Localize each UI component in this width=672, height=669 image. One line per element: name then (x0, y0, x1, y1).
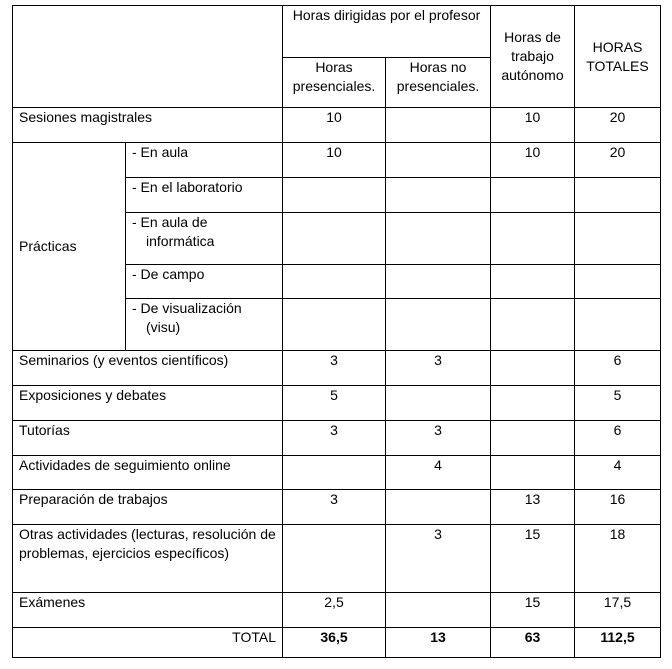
cell-total: 18 (575, 525, 661, 593)
cell-no-presencial: 3 (386, 351, 491, 386)
cell-presencial: 3 (283, 421, 386, 456)
header-autonomous-hours: Horas de trabajo autónomo (491, 6, 575, 108)
cell-total: 4 (575, 456, 661, 490)
cell-no-presencial (386, 143, 491, 178)
row-label-informatica-line2: informática (146, 233, 215, 249)
cell-no-presencial (386, 108, 491, 143)
cell-total: 6 (575, 351, 661, 386)
row-label-seguimiento: Actividades de seguimiento online (13, 456, 283, 490)
row-label-informatica-line1: - En aula de (132, 214, 208, 230)
row-label-informatica (126, 213, 283, 265)
cell-total: 20 (575, 143, 661, 178)
cell-autonomo: 13 (491, 490, 575, 525)
total-total: 112,5 (575, 628, 661, 658)
cell-autonomo (491, 265, 575, 299)
row-label-visualizacion-line1: - De visualización (132, 300, 242, 316)
cell-presencial (283, 525, 386, 593)
row-label-aula: - En aula (126, 143, 283, 178)
cell-no-presencial (386, 593, 491, 628)
cell-no-presencial: 3 (386, 525, 491, 593)
table-row (13, 593, 661, 628)
row-label-seminarios: Seminarios (y eventos científicos) (13, 351, 283, 386)
cell-autonomo: 15 (491, 593, 575, 628)
cell-autonomo (491, 456, 575, 490)
cell-autonomo (491, 421, 575, 456)
cell-total: 20 (575, 108, 661, 143)
header-total-hours: HORAS TOTALES (575, 6, 661, 108)
cell-presencial: 2,5 (283, 593, 386, 628)
cell-no-presencial (386, 386, 491, 421)
table-row (13, 421, 661, 456)
cell-autonomo (491, 299, 575, 351)
cell-no-presencial: 3 (386, 421, 491, 456)
cell-presencial: 3 (283, 490, 386, 525)
header-in-person-hours: Horas presenciales. (283, 58, 386, 108)
row-label-otras: Otras actividades (lecturas, resolución de problemas, ejercicios específicos) (13, 525, 283, 593)
cell-total: 5 (575, 386, 661, 421)
cell-autonomo (491, 386, 575, 421)
table-row (13, 490, 661, 525)
table-row (13, 456, 661, 490)
header-empty-cell (13, 6, 283, 108)
cell-no-presencial: 4 (386, 456, 491, 490)
row-label-practicas: Prácticas (13, 143, 126, 351)
row-label-laboratorio: - En el laboratorio (126, 178, 283, 213)
header-remote-hours: Horas no presenciales. (386, 58, 491, 108)
total-row (13, 628, 661, 658)
cell-autonomo (491, 213, 575, 265)
cell-presencial: 3 (283, 351, 386, 386)
table-row (13, 386, 661, 421)
cell-autonomo (491, 351, 575, 386)
row-label-tutorias: Tutorías (13, 421, 283, 456)
cell-presencial (283, 178, 386, 213)
cell-total (575, 299, 661, 351)
header-directed-hours: Horas dirigidas por el profesor (283, 6, 491, 58)
cell-total (575, 265, 661, 299)
cell-no-presencial (386, 178, 491, 213)
cell-presencial (283, 213, 386, 265)
cell-autonomo: 10 (491, 108, 575, 143)
row-label-preparacion: Preparación de trabajos (13, 490, 283, 525)
cell-presencial (283, 265, 386, 299)
cell-autonomo (491, 178, 575, 213)
table-row (13, 351, 661, 386)
cell-total: 17,5 (575, 593, 661, 628)
table-row (13, 143, 661, 178)
cell-presencial (283, 456, 386, 490)
cell-no-presencial (386, 213, 491, 265)
total-presencial: 36,5 (283, 628, 386, 658)
cell-presencial: 10 (283, 143, 386, 178)
cell-no-presencial (386, 265, 491, 299)
total-no-presencial: 13 (386, 628, 491, 658)
cell-total (575, 178, 661, 213)
table-row (13, 525, 661, 593)
table-row (13, 108, 661, 143)
row-label-visualizacion-line2: (visu) (146, 319, 181, 335)
row-label-campo: - De campo (126, 265, 283, 299)
row-label-examenes: Exámenes (13, 593, 283, 628)
cell-no-presencial (386, 490, 491, 525)
cell-total (575, 213, 661, 265)
total-label: TOTAL (13, 628, 283, 658)
cell-presencial: 10 (283, 108, 386, 143)
total-autonomo: 63 (491, 628, 575, 658)
cell-total: 6 (575, 421, 661, 456)
row-label-visualizacion (126, 299, 283, 351)
cell-no-presencial (386, 299, 491, 351)
cell-presencial (283, 299, 386, 351)
row-label-exposiciones: Exposiciones y debates (13, 386, 283, 421)
hours-table (12, 5, 661, 658)
cell-autonomo: 10 (491, 143, 575, 178)
row-label-sesiones: Sesiones magistrales (13, 108, 283, 143)
cell-presencial: 5 (283, 386, 386, 421)
cell-total: 16 (575, 490, 661, 525)
cell-autonomo: 15 (491, 525, 575, 593)
